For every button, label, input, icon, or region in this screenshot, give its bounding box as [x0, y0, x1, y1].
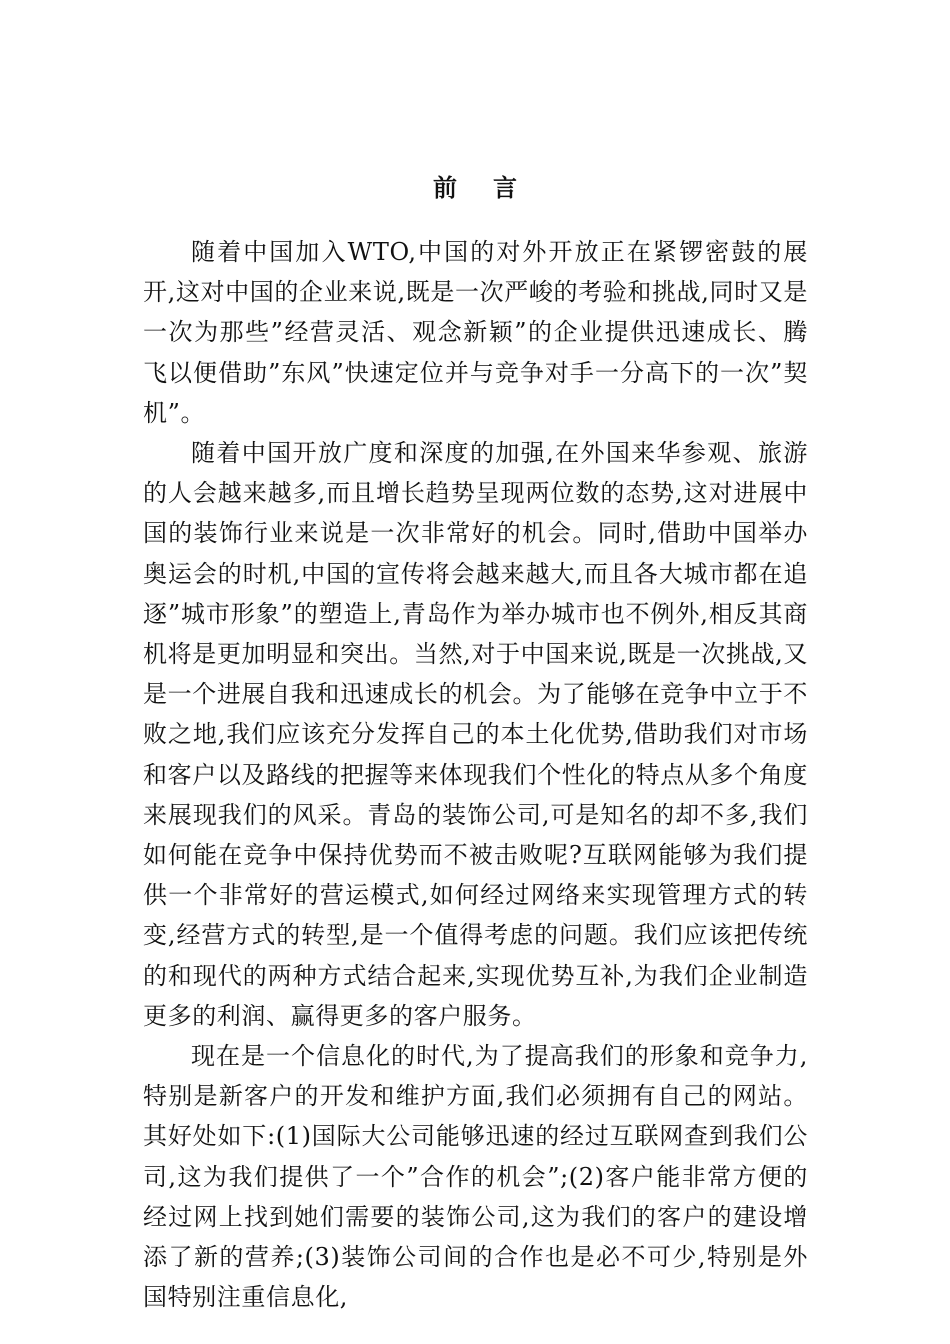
body-text	[143, 232, 808, 1317]
paragraph-2: 随着中国开放广度和深度的加强,在外国来华参观、旅游的人会越来越多,而且增长趋势呈现两位数的态势,这对进展中国的装饰行业来说是一次非常好的机会。同时,借助中国举办奥运会的时机,中国的宣传将会越来越大,而且各大城市都在追逐”城市形象”的塑造上,青岛作为举办城市也不例外,相反其商机将是更加明显和突出。当然,对于中国来说,既是一次挑战,又是一个进展自我和迅速成长的机会。为了能够在竞争中立于不败之地,我们应该充分发挥自己的本土化优势,借助我们对市场和客户以及路线的把握等来体现我们个性化的特点从多个角度来展现我们的风采。青岛的装饰公司,可是知名的却不多,我们如何能在竞争中保持优势而不被击败呢?互联网能够为我们提供一个非常好的营运模式,如何经过网络来实现管理方式的转变,经营方式的转型,是一个值得考虑的问题。我们应该把传统的和现代的两种方式结合起来,实现优势互补,为我们企业制造更多的利润、赢得更多的客户服务。	[143, 439, 808, 1030]
page-title: 前言	[433, 173, 553, 202]
paragraph-3: 现在是一个信息化的时代,为了提高我们的形象和竞争力,特别是新客户的开发和维护方面,我们必须拥有自己的网站。其好处如下:(1)国际大公司能够迅速的经过互联网查到我们公司,这为我们提供了一个”合作的机会”;(2)客户能非常方便的经过网上找到她们需要的装饰公司,这为我们的客户的建设增添了新的营养;(3)装饰公司间的合作也是必不可少,特别是外国特别注重信息化,	[143, 1042, 808, 1312]
paragraph-1: 随着中国加入WTO,中国的对外开放正在紧锣密鼓的展开,这对中国的企业来说,既是一次严峻的考验和挑战,同时又是一次为那些”经营灵活、观念新颖”的企业提供迅速成长、腾飞以便借助”东风”快速定位并与竞争对手一分高下的一次”契机”。	[143, 238, 808, 427]
